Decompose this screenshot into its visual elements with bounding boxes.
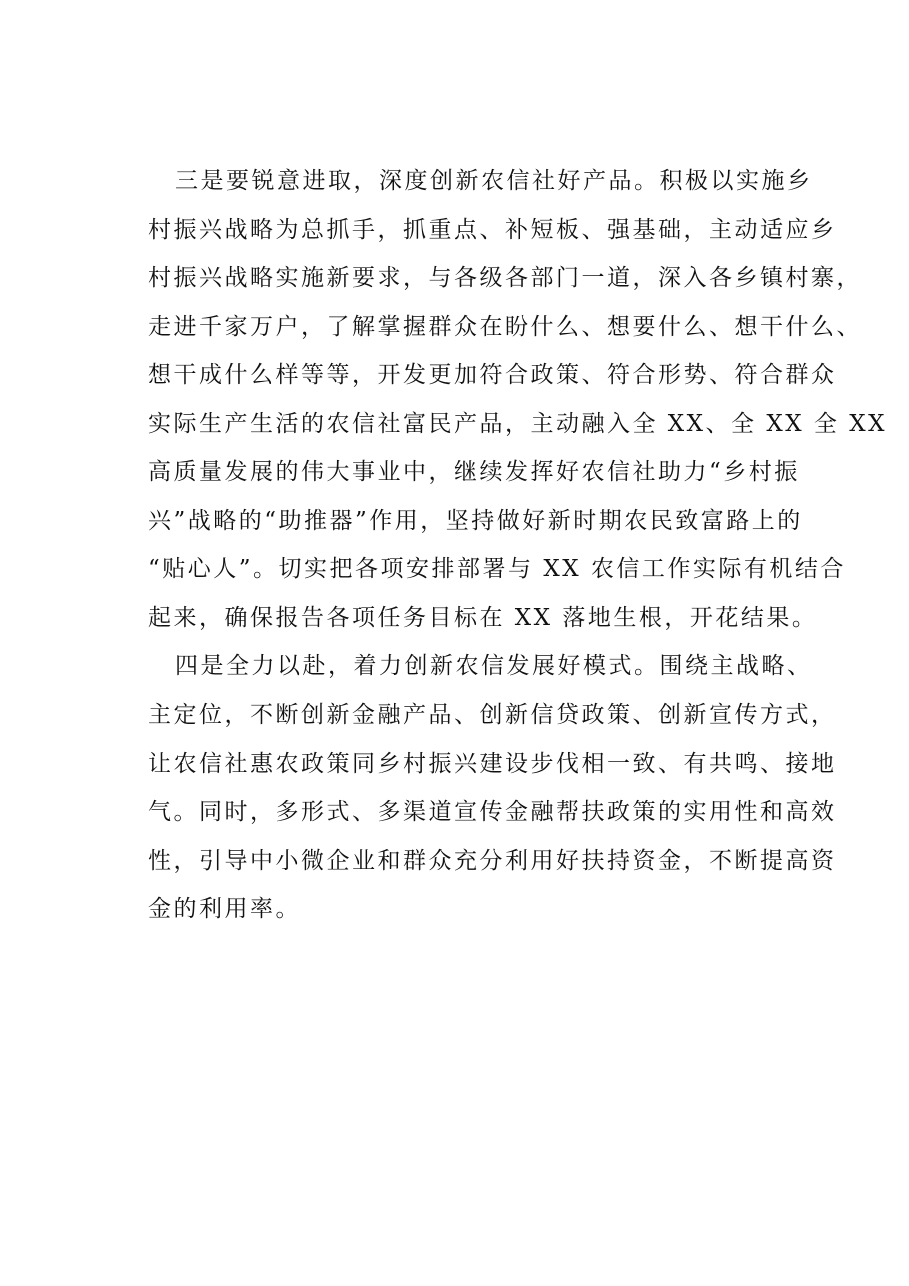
text-line: 让农信社惠农政策同乡村振兴建设步伐相一致、有共鸣、接地 <box>148 750 837 777</box>
text-line: 想干成什么样等等，开发更加符合政策、符合形势、符合群众 <box>148 362 837 389</box>
paragraph-3 <box>148 157 887 642</box>
text-line: 三是要锐意进取，深度创新农信社好产品。积极以实施乡 <box>175 168 813 194</box>
text-line: 走进千家万户，了解掌握群众在盼什么、想要什么、想干什么、 <box>148 313 862 340</box>
text-line: 村振兴战略实施新要求，与各级各部门一道，深入各乡镇村寨， <box>148 265 862 292</box>
text-line: “贴心人”。切实把各项安排部署与 XX 农信工作实际有机结合 <box>148 556 846 583</box>
paragraph-4 <box>148 642 838 933</box>
text-line: 金的利用率。 <box>148 896 301 923</box>
text-line: 高质量发展的伟大事业中，继续发挥好农信社助力“乡村振 <box>148 459 800 486</box>
text-line: 起来，确保报告各项任务目标在 XX 落地生根，开花结果。 <box>148 604 818 631</box>
text-line: 性，引导中小微企业和群众充分利用好扶持资金，不断提高资 <box>148 847 837 874</box>
text-line: 主定位，不断创新金融产品、创新信贷政策、创新宣传方式， <box>148 702 837 729</box>
text-line: 四是全力以赴，着力创新农信发展好模式。围绕主战略、 <box>175 653 813 680</box>
text-line: 气。同时，多形式、多渠道宣传金融帮扶政策的实用性和高效 <box>148 799 837 826</box>
text-line: 村振兴战略为总抓手，抓重点、补短板、强基础，主动适应乡 <box>148 216 837 243</box>
document-body <box>148 157 887 934</box>
text-line: 实际生产生活的农信社富民产品，主动融入全 XX、全 XX 全 XX <box>148 410 887 437</box>
text-line: 兴”战略的“助推器”作用，坚持做好新时期农民致富路上的 <box>148 507 803 534</box>
